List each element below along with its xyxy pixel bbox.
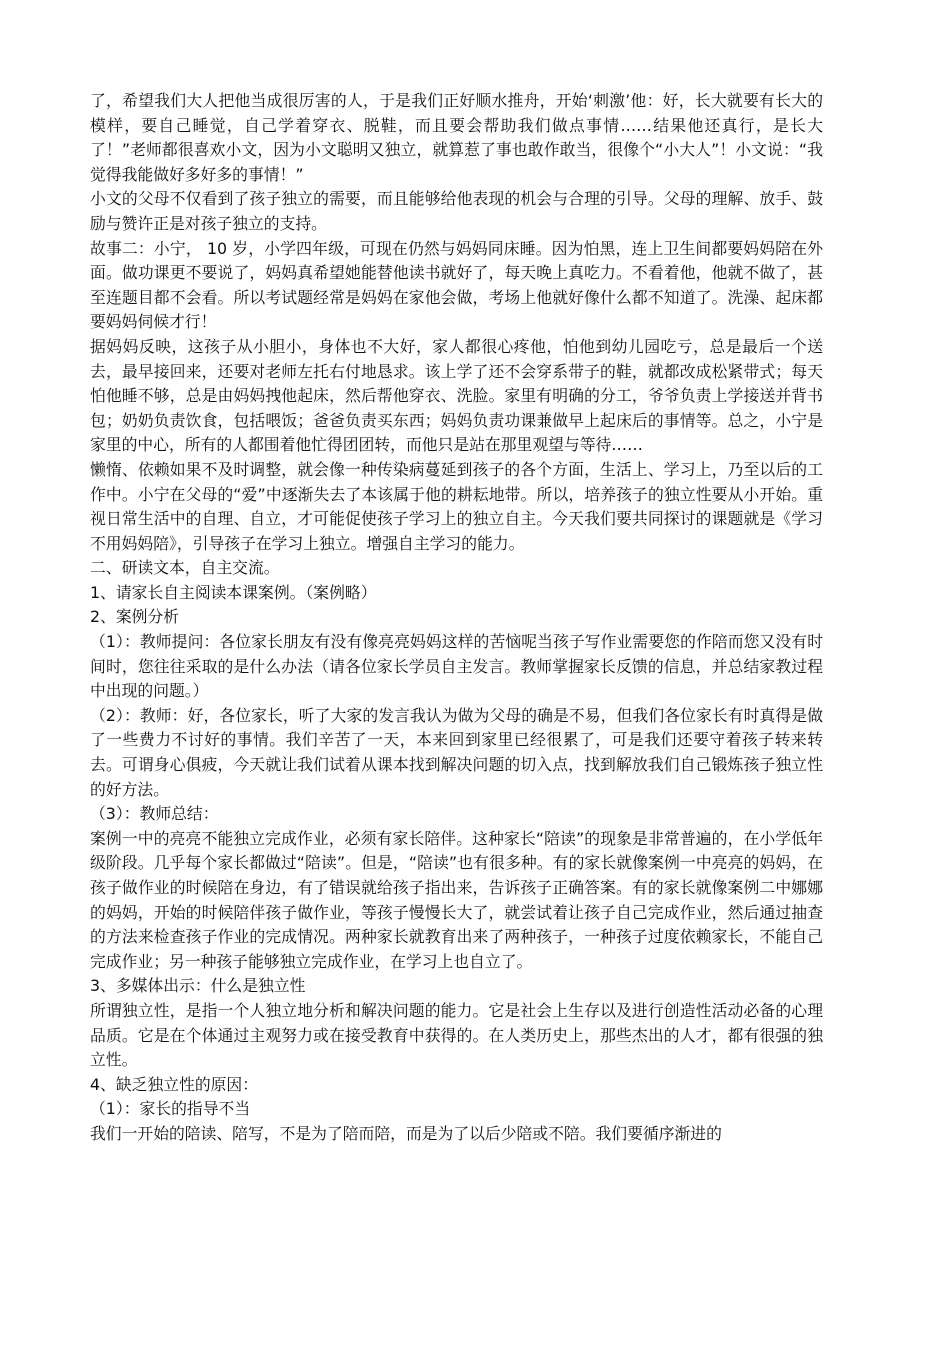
item-teacher-summary: （3）：教师总结： [90,804,219,824]
paragraph-teacher-remark: （2）：教师：好，各位家长，听了大家的发言我认为做为父母的确是不易，但我们各位家长有时真得是做了一些费力不讨好的事情。我们辛苦了一天，本来回到家里已经很累了，可是我们还要守着孩子转来转去。可谓身心俱疲，今天就让我们试着从课本找到解决问题的切入点，找到解放我们自己锻炼孩子独立性的好方法。 [90,705,823,799]
item-read-case: 1、请家长自主阅读本课案例。（案例略） [90,582,377,602]
item-causes: 4、缺乏独立性的原因： [90,1074,259,1094]
paragraph-independence-definition: 所谓独立性，是指一个人独立地分析和解决问题的能力。它是社会上生存以及进行创造性活动必备的心理品质。它是在个体通过主观努力或在接受教育中获得的。在人类历史上，那些杰出的人才，都有很强的独立性。 [90,1000,823,1070]
paragraph-story-two: 故事二：小宁， 10 岁，小学四年级，可现在仍然与妈妈同床睡。因为怕黑，连上卫生间都要妈妈陪在外面。做功课更不要说了，妈妈真希望她能替他读书就好了，每天晚上真吃力。不看着他，他就不做了，甚至连题目都不会看。所以考试题经常是妈妈在家他会做，考场上他就好像什么都不知道了。洗澡、起床都要妈妈伺候才行！ [90,238,823,332]
paragraph-story-one-comment: 小文的父母不仅看到了孩子独立的需要，而且能够给他表现的机会与合理的引导。父母的理解、放手、鼓励与赞许正是对孩子独立的支持。 [90,189,823,233]
paragraph-accompany-reading: 我们一开始的陪读、陪写，不是为了陪而陪，而是为了以后少陪或不陪。我们要循序渐进的 [90,1123,722,1143]
item-case-analysis: 2、案例分析 [90,607,180,627]
paragraph-laziness: 懒惰、依赖如果不及时调整，就会像一种传染病蔓延到孩子的各个方面，生活上、学习上，乃至以后的工作中。小宁在父母的“爱”中逐渐失去了本该属于他的耕耘地带。所以，培养孩子的独立性要从小开始。重视日常生活中的自理、自立，才可能促使孩子学习上的独立自主。今天我们要共同探讨的课题就是《学习不用妈妈陪》，引导孩子在学习上独立。增强自主学习的能力。 [90,459,823,553]
paragraph-teacher-question: （1）：教师提问：各位家长朋友有没有像亮亮妈妈这样的苦恼呢当孩子写作业需要您的作陪而您又没有时间时，您往往采取的是什么办法（请各位家长学员自主发言。教师掌握家长反馈的信息，并总结家教过程中出现的问题。） [90,632,823,701]
item-improper-guidance: （1）：家长的指导不当 [90,1099,251,1119]
paragraph-mother-report: 据妈妈反映，这孩子从小胆小，身体也不大好，家人都很心疼他，怕他到幼儿园吃亏，总是最后一个送去，最早接回来，还要对老师左托右付地恳求。该上学了还不会穿系带子的鞋，就都改成松紧带式；每天怕他睡不够，总是由妈妈拽他起床，然后帮他穿衣、洗脸。家里有明确的分工，爷爷负责上学接送并背书包；奶奶负责饮食，包括喂饭；爸爸负责买东西；妈妈负责功课兼做早上起床后的事情等。总之，小宁是家里的中心，所有的人都围着他忙得团团转，而他只是站在那里观望与等待…… [90,336,823,455]
section-heading-study-text: 二、研读文本，自主交流。 [90,558,280,578]
paragraph-story-one-ending: 了，希望我们大人把他当成很厉害的人，于是我们正好顺水推舟，开始‘刺激’他：好，长大就要有长大的模样，要自己睡觉，自己学着穿衣、脱鞋，而且要会帮助我们做点事情……结果他还真行，是长大了！”老师都很喜欢小文，因为小文聪明又独立，就算惹了事也敢作敢当，很像个“小大人”！小文说：“我觉得我能做好多好多的事情！” [90,91,823,184]
document-page [90,89,823,1147]
item-what-is-independence: 3、多媒体出示：什么是独立性 [90,976,306,996]
paragraph-summary-body: 案例一中的亮亮不能独立完成作业，必须有家长陪伴。这种家长“陪读”的现象是非常普遍的，在小学低年级阶段。几乎每个家长都做过“陪读”。但是，“陪读”也有很多种。有的家长就像案例一中亮亮的妈妈，在孩子做作业的时候陪在身边，有了错误就给孩子指出来，告诉孩子正确答案。有的家长就像案例二中娜娜的妈妈，开始的时候陪伴孩子做作业，等孩子慢慢长大了，就尝试着让孩子自己完成作业，然后通过抽查的方法来检查孩子作业的完成情况。两种家长就教育出来了两种孩子，一种孩子过度依赖家长，不能自己完成作业；另一种孩子能够独立完成作业，在学习上也自立了。 [90,828,823,971]
